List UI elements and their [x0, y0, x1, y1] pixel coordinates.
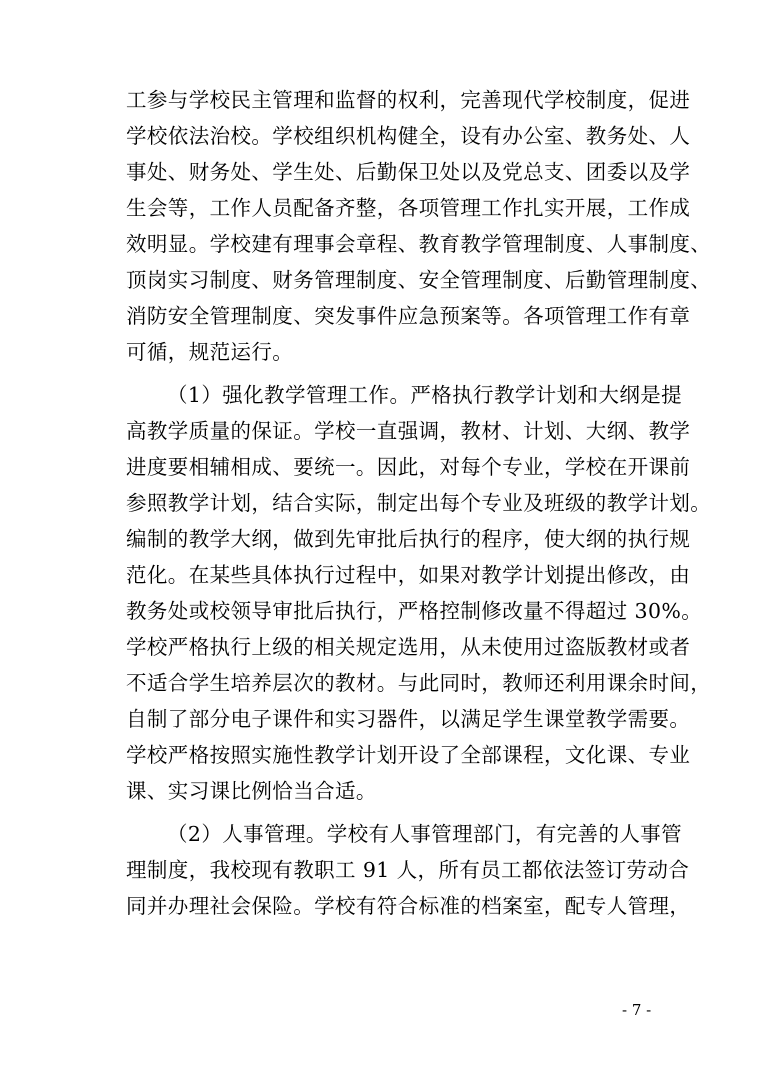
- paragraph-1-line-3: 事处、财务处、学生处、后勤保卫处以及党总支、团委以及学: [126, 160, 691, 184]
- paragraph-2-line-10: 自制了部分电子课件和实习器件，以满足学生课堂教学需要。: [126, 707, 691, 731]
- paragraph-1-line-5: 效明显。学校建有理事会章程、教育教学管理制度、人事制度、: [126, 232, 712, 256]
- paragraph-2-line-3: 进度要相辅相成、要统一。因此，对每个专业，学校在开课前: [126, 455, 691, 479]
- paragraph-2-line-2: 高教学质量的保证。学校一直强调，教材、计划、大纲、教学: [126, 419, 691, 443]
- paragraph-1-line-1: 工参与学校民主管理和监督的权利，完善现代学校制度，促进: [126, 88, 691, 112]
- paragraph-2-line-6: 范化。在某些具体执行过程中，如果对教学计划提出修改，由: [126, 563, 691, 587]
- paragraph-1-line-7: 消防安全管理制度、突发事件应急预案等。各项管理工作有章: [126, 304, 691, 328]
- paragraph-1-line-8: 可循，规范运行。: [126, 340, 294, 364]
- paragraph-2-line-12: 课、实习课比例恰当合适。: [126, 779, 377, 803]
- paragraph-3-line-3: 同并办理社会保险。学校有符合标准的档案室，配专人管理，: [126, 894, 691, 918]
- paragraph-2-line-4: 参照教学计划，结合实际，制定出每个专业及班级的教学计划。: [126, 491, 712, 515]
- paragraph-2-line-7: 教务处或校领导审批后执行，严格控制修改量不得超过 30%。: [126, 599, 703, 623]
- page-number: - 7 -: [622, 1001, 652, 1019]
- paragraph-2-line-11: 学校严格按照实施性教学计划开设了全部课程，文化课、专业: [126, 743, 691, 767]
- paragraph-1-line-6: 顶岗实习制度、财务管理制度、安全管理制度、后勤管理制度、: [126, 268, 712, 292]
- paragraph-1-line-2: 学校依法治校。学校组织机构健全，设有办公室、教务处、人: [126, 124, 691, 148]
- paragraph-3-line-1: （2）人事管理。学校有人事管理部门，有完善的人事管: [167, 822, 683, 846]
- paragraph-2-line-8: 学校严格执行上级的相关规定选用，从未使用过盗版教材或者: [126, 635, 691, 659]
- paragraph-2-line-5: 编制的教学大纲，做到先审批后执行的程序，使大纲的执行规: [126, 527, 691, 551]
- paragraph-2-line-9: 不适合学生培养层次的教材。与此同时，教师还利用课余时间，: [126, 671, 712, 695]
- paragraph-1-line-4: 生会等，工作人员配备齐整，各项管理工作扎实开展，工作成: [126, 196, 691, 220]
- paragraph-3-line-2: 理制度，我校现有教职工 91 人，所有员工都依法签订劳动合: [126, 858, 690, 882]
- paragraph-2-line-1: （1）强化教学管理工作。严格执行教学计划和大纲是提: [167, 383, 683, 407]
